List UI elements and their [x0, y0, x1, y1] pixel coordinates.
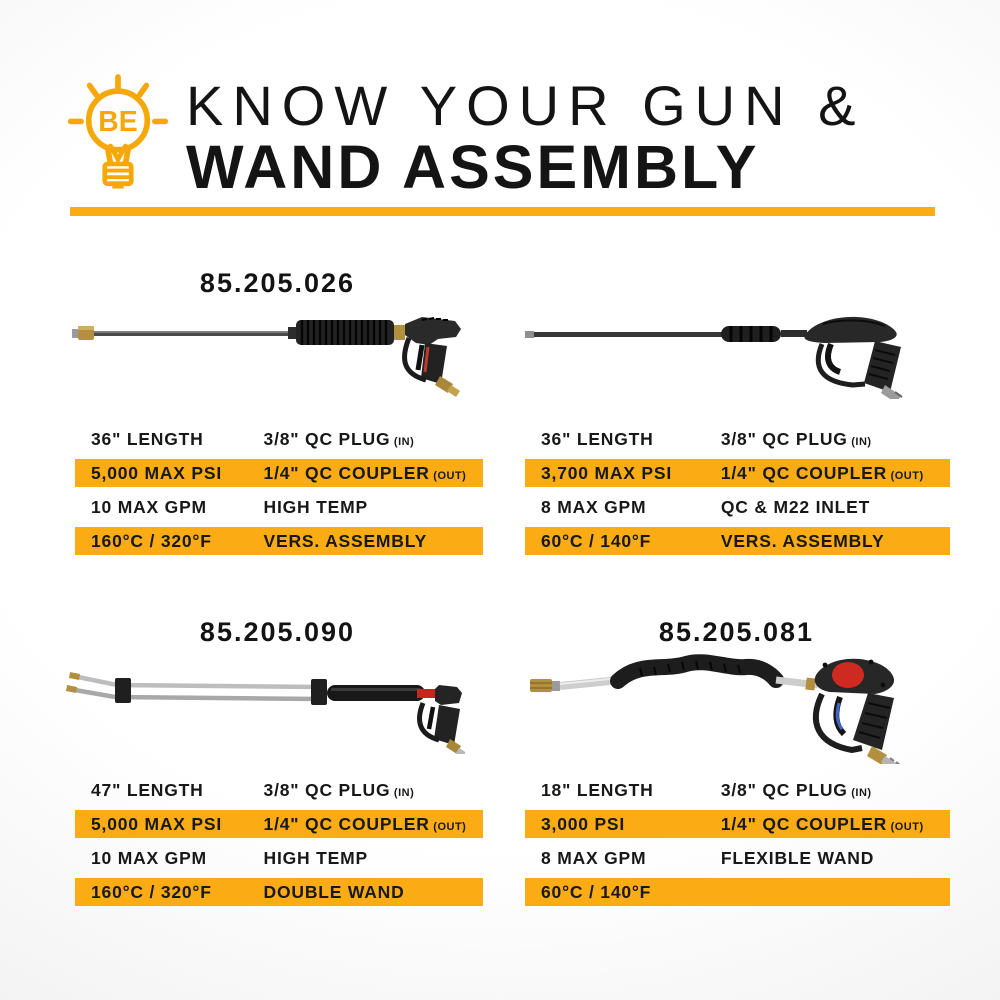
- gun-long-wand-ribbed-grip-illustration: [70, 314, 465, 399]
- spec-row: [75, 527, 483, 555]
- spec-row: [75, 493, 483, 521]
- spec-note: (IN): [847, 436, 872, 448]
- gun-double-wand-illustration: [65, 659, 465, 754]
- spec-value-left: 160°C / 320°F: [91, 531, 212, 551]
- spec-value-left: 10 MAX GPM: [91, 848, 207, 868]
- spec-value-left: 60°C / 140°F: [541, 531, 652, 551]
- spec-value-left: 5,000 MAX PSI: [91, 463, 223, 483]
- spec-value-left: 5,000 MAX PSI: [91, 814, 223, 834]
- spec-row: [525, 878, 950, 906]
- part-number: 85.205.081: [658, 617, 815, 647]
- spec-value-left: 36" LENGTH: [91, 429, 204, 449]
- brand-logo-text: BE: [98, 105, 138, 138]
- spec-value-right: [717, 878, 950, 906]
- spec-value-right: 3/8" QC PLUG (IN): [720, 780, 872, 800]
- spec-value-right: HIGH TEMP: [263, 497, 368, 517]
- spec-note: (OUT): [887, 470, 924, 482]
- spec-table: [525, 776, 950, 912]
- product-image: [70, 314, 465, 404]
- spec-row: [525, 527, 950, 555]
- spec-note: (OUT): [429, 470, 467, 482]
- spec-value-right: 3/8" QC PLUG (IN): [263, 429, 415, 449]
- product-panel-top-right: [523, 266, 950, 566]
- spec-row: [525, 459, 950, 487]
- title-line-1: KNOW YOUR GUN &: [186, 74, 865, 137]
- spec-note: (IN): [390, 436, 415, 448]
- spec-value-right: 1/4" QC COUPLER (OUT): [263, 463, 467, 483]
- spec-row: [525, 493, 950, 521]
- spec-value-right: 3/8" QC PLUG (IN): [263, 780, 415, 800]
- spec-row: [525, 776, 950, 804]
- spec-value-left: 60°C / 140°F: [541, 882, 652, 902]
- spec-value-left: 10 MAX GPM: [91, 497, 207, 517]
- spec-value-right: VERS. ASSEMBLY: [263, 531, 428, 551]
- spec-row: [525, 844, 950, 872]
- spec-row: [75, 810, 483, 838]
- spec-row: [75, 459, 483, 487]
- spec-value-right: 3/8" QC PLUG (IN): [720, 429, 872, 449]
- spec-value-left: 18" LENGTH: [541, 780, 654, 800]
- gun-flexible-wand-illustration: [528, 649, 923, 764]
- part-number: 85.205.026: [199, 268, 356, 298]
- spec-value-left: 3,700 MAX PSI: [541, 463, 673, 483]
- spec-row: [525, 810, 950, 838]
- spec-value-right: 1/4" QC COUPLER (OUT): [720, 814, 924, 834]
- spec-value-right: QC & M22 INLET: [720, 497, 871, 517]
- product-image: [65, 659, 465, 759]
- spec-value-right: VERS. ASSEMBLY: [720, 531, 885, 551]
- spec-row: [75, 878, 483, 906]
- page-title: [186, 74, 865, 201]
- spec-row: [75, 425, 483, 453]
- spec-value-right: HIGH TEMP: [263, 848, 368, 868]
- spec-value-left: 3,000 PSI: [541, 814, 626, 834]
- spec-value-left: 47" LENGTH: [91, 780, 204, 800]
- spec-value-right: 1/4" QC COUPLER (OUT): [263, 814, 467, 834]
- spec-value-right: FLEXIBLE WAND: [720, 848, 875, 868]
- spec-row: [75, 844, 483, 872]
- spec-value-right: 1/4" QC COUPLER (OUT): [720, 463, 924, 483]
- product-panel-85-205-026: [70, 266, 485, 566]
- spec-note: (OUT): [887, 821, 924, 833]
- product-panel-85-205-081: [523, 615, 950, 925]
- spec-table: [525, 425, 950, 561]
- spec-row: [525, 425, 950, 453]
- spec-value-left: 36" LENGTH: [541, 429, 654, 449]
- title-line-2: WAND ASSEMBLY: [186, 133, 760, 201]
- spec-table: [75, 776, 483, 912]
- gun-thin-wand-molded-handle-illustration: [523, 312, 950, 399]
- spec-value-left: 8 MAX GPM: [541, 497, 647, 517]
- product-image: [528, 649, 923, 769]
- product-image: [523, 312, 950, 404]
- spec-value-left: 160°C / 320°F: [91, 882, 212, 902]
- spec-note: (IN): [847, 787, 872, 799]
- part-number: 85.205.090: [199, 617, 356, 647]
- spec-note: (OUT): [429, 821, 467, 833]
- spec-note: (IN): [390, 787, 415, 799]
- spec-row: [75, 776, 483, 804]
- spec-table: [75, 425, 483, 561]
- title-underline-bar: [70, 207, 935, 216]
- spec-value-right: DOUBLE WAND: [263, 882, 405, 902]
- brand-lightbulb-icon: [66, 70, 170, 204]
- product-panel-85-205-090: [70, 615, 485, 925]
- spec-value-left: 8 MAX GPM: [541, 848, 647, 868]
